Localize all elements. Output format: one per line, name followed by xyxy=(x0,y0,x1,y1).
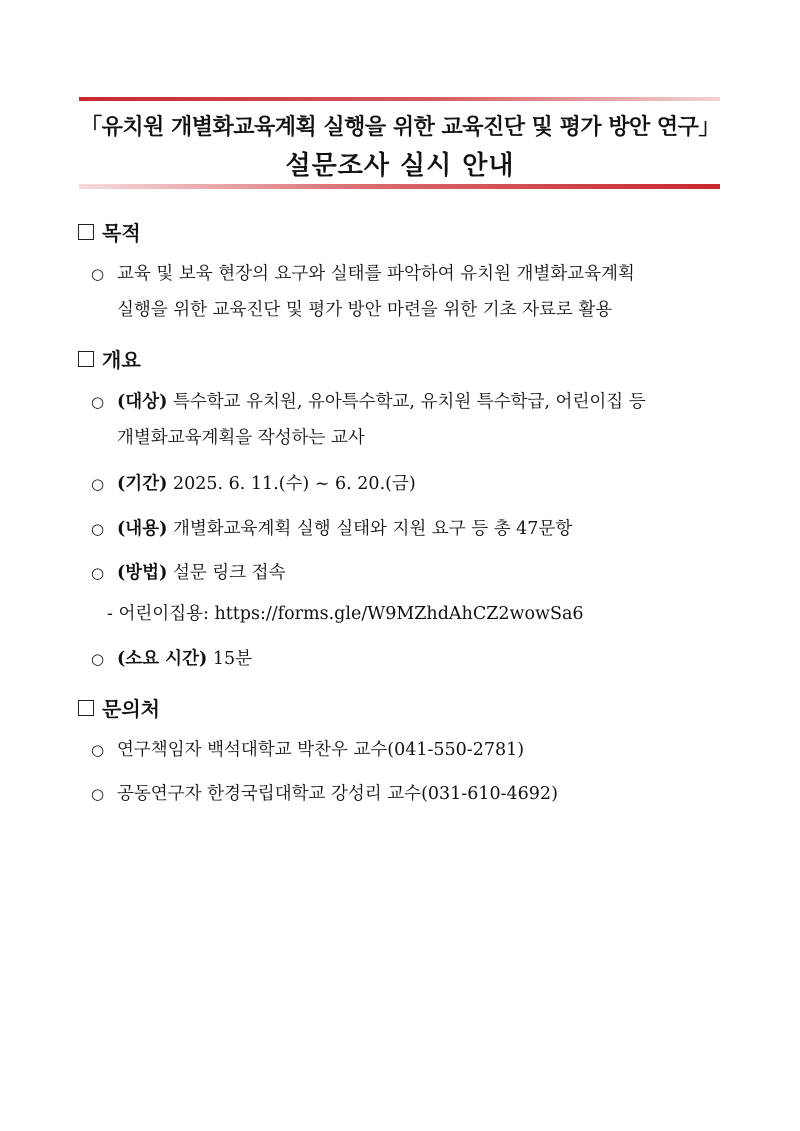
list-item-target xyxy=(91,385,731,419)
method-value: 설문 링크 접속 xyxy=(167,563,286,583)
document-title: 「유치원 개별화교육계획 실행을 위한 교육진단 및 평가 방안 연구」 xyxy=(80,115,720,140)
contact-item xyxy=(91,777,731,811)
checkbox-square-icon xyxy=(78,351,94,367)
method-label: (방법) xyxy=(117,563,168,583)
circle-bullet-icon: ○ xyxy=(91,741,105,759)
target-label: (대상) xyxy=(117,392,168,412)
circle-bullet-icon: ○ xyxy=(91,785,105,803)
title-bottom-rule xyxy=(79,184,720,189)
survey-link[interactable]: - 어린이집용: https://forms.gle/W9MZhdAhCZ2wowSa6 xyxy=(107,604,584,624)
list-item-method xyxy=(91,556,731,590)
section-purpose-heading xyxy=(78,217,141,246)
contact-text: 연구책임자 백석대학교 박찬우 교수(041-550-2781) xyxy=(117,740,525,760)
contact-item xyxy=(91,733,731,767)
section-heading-text: 문의처 xyxy=(102,697,160,721)
circle-bullet-icon: ○ xyxy=(91,475,105,493)
section-contact-heading xyxy=(78,693,160,722)
document-subtitle: 설문조사 실시 안내 xyxy=(285,151,515,181)
section-heading-text: 목적 xyxy=(102,221,141,245)
target-text-line2: 개별화교육계획을 작성하는 교사 xyxy=(117,428,365,448)
content-value: 개별화교육계획 실행 실태와 지원 요구 등 총 47문항 xyxy=(167,519,573,539)
purpose-text-line1: 교육 및 보육 현장의 요구와 실태를 파악하여 유치원 개별화교육계획 xyxy=(117,264,635,284)
checkbox-square-icon xyxy=(78,224,94,240)
contact-text: 공동연구자 한경국립대학교 강성리 교수(031-610-4692) xyxy=(117,784,558,804)
duration-label: (소요 시간) xyxy=(117,649,208,669)
circle-bullet-icon: ○ xyxy=(91,650,105,668)
list-item xyxy=(91,257,731,291)
period-label: (기간) xyxy=(117,474,168,494)
circle-bullet-icon: ○ xyxy=(91,520,105,538)
circle-bullet-icon: ○ xyxy=(91,393,105,411)
period-value: 2025. 6. 11.(수) ~ 6. 20.(금) xyxy=(167,474,416,494)
target-text-line1: 특수학교 유치원, 유아특수학교, 유치원 특수학급, 어린이집 등 xyxy=(167,392,646,412)
list-item-period xyxy=(91,467,731,501)
circle-bullet-icon: ○ xyxy=(91,564,105,582)
circle-bullet-icon: ○ xyxy=(91,265,105,283)
duration-value: 15분 xyxy=(207,649,253,669)
list-item-content xyxy=(91,512,731,546)
title-top-rule xyxy=(79,97,720,101)
section-overview-heading xyxy=(78,344,141,373)
section-heading-text: 개요 xyxy=(102,348,141,372)
list-item-duration xyxy=(91,642,731,676)
content-label: (내용) xyxy=(117,519,168,539)
checkbox-square-icon xyxy=(78,700,94,716)
purpose-text-line2: 실행을 위한 교육진단 및 평가 방안 마련을 위한 기초 자료로 활용 xyxy=(117,300,613,320)
